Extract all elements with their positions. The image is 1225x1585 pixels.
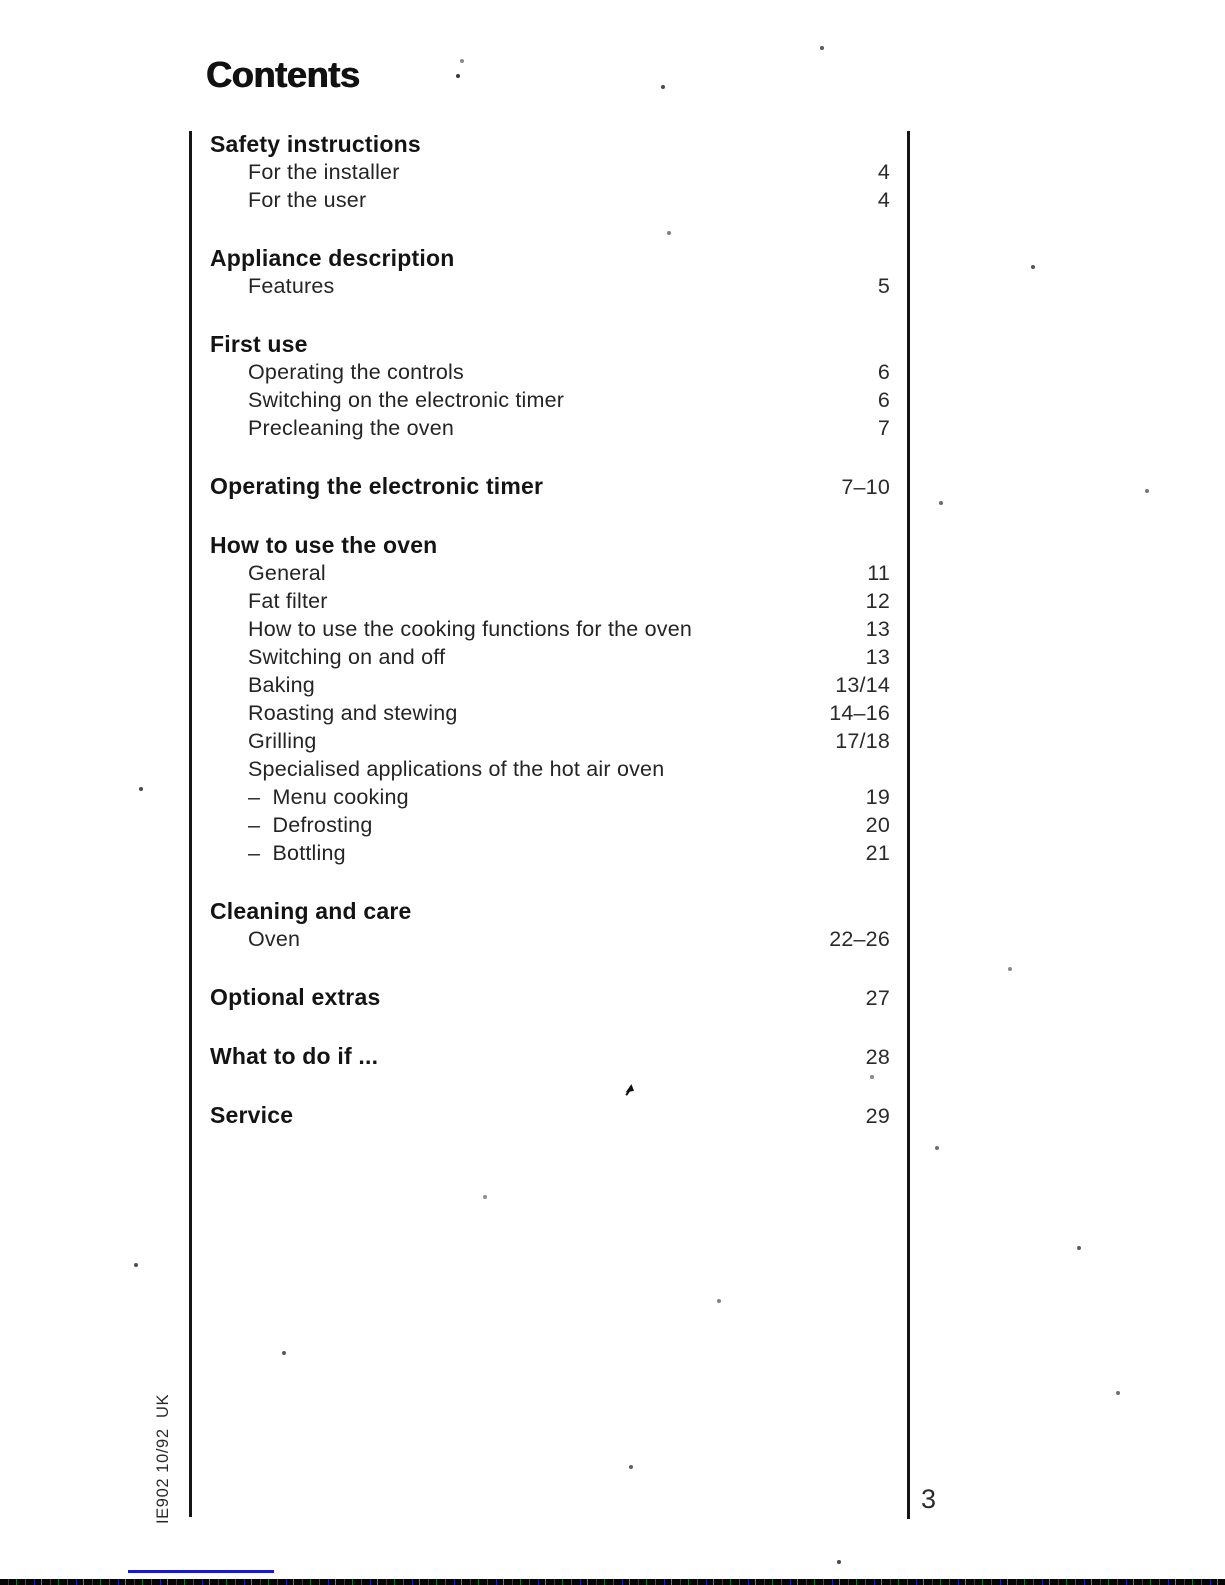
toc-item xyxy=(210,386,890,414)
toc-entry-label: Operating the controls xyxy=(248,360,464,384)
toc-section-heading xyxy=(210,897,890,925)
toc-item xyxy=(210,615,890,643)
toc-item xyxy=(210,272,890,300)
toc-entry-page: 7–10 xyxy=(841,475,890,499)
toc-entry-label: – Defrosting xyxy=(248,813,373,837)
toc-entry-page: 6 xyxy=(877,360,890,384)
toc-entry-page: 19 xyxy=(865,785,890,809)
toc-section xyxy=(210,330,890,442)
page-title: Contents xyxy=(206,54,360,95)
toc-item xyxy=(210,671,890,699)
scan-blue-line-artifact xyxy=(128,1570,274,1573)
column-rule-left xyxy=(189,131,192,1517)
toc-entry-label: What to do if ... xyxy=(210,1043,379,1069)
scan-edge-artifact xyxy=(0,1579,1225,1585)
toc-item xyxy=(210,783,890,811)
toc-entry-label: Cleaning and care xyxy=(210,898,412,924)
toc-entry-label: Switching on the electronic timer xyxy=(248,388,565,412)
toc-entry-page: 21 xyxy=(865,841,890,865)
toc-entry-label: General xyxy=(248,561,326,585)
toc-entry-page: 22–26 xyxy=(829,927,890,951)
toc-entry-label: Service xyxy=(210,1102,294,1128)
toc-entry-page: 13 xyxy=(865,617,890,641)
toc-entry-page: 5 xyxy=(877,274,890,298)
toc-section xyxy=(210,472,890,501)
toc-entry-label: For the installer xyxy=(248,160,400,184)
toc-entry-label: Appliance description xyxy=(210,245,455,271)
toc-entry-label: Switching on and off xyxy=(248,645,446,669)
toc-entry-label: First use xyxy=(210,331,308,357)
toc-section-heading xyxy=(210,1042,890,1071)
toc-item xyxy=(210,414,890,442)
toc-item xyxy=(210,755,890,783)
toc-section-heading xyxy=(210,531,890,559)
toc-item xyxy=(210,925,890,953)
toc-entry-page: 4 xyxy=(877,188,890,212)
toc-item xyxy=(210,643,890,671)
table-of-contents xyxy=(210,130,890,1130)
toc-entry-page: 13 xyxy=(865,645,890,669)
toc-entry-label: Precleaning the oven xyxy=(248,416,455,440)
print-code: IE902 10/92 UK xyxy=(154,1393,172,1524)
toc-item xyxy=(210,811,890,839)
toc-section xyxy=(210,244,890,300)
toc-entry-page: 6 xyxy=(877,388,890,412)
toc-entry-page: 12 xyxy=(865,589,890,613)
toc-section xyxy=(210,983,890,1012)
toc-section-heading xyxy=(210,1101,890,1130)
toc-section xyxy=(210,130,890,214)
toc-entry-label: – Bottling xyxy=(248,841,346,865)
scan-specks xyxy=(0,0,2,2)
toc-entry-label: For the user xyxy=(248,188,367,212)
toc-section-heading xyxy=(210,244,890,272)
toc-section xyxy=(210,1042,890,1071)
toc-entry-page: 20 xyxy=(865,813,890,837)
toc-entry-label: Specialised applications of the hot air oven xyxy=(248,757,665,781)
toc-entry-label: How to use the oven xyxy=(210,532,438,558)
toc-entry-label: Fat filter xyxy=(248,589,328,613)
toc-entry-page: 17/18 xyxy=(835,729,890,753)
toc-section xyxy=(210,897,890,953)
toc-entry-page: 7 xyxy=(877,416,890,440)
toc-section-heading xyxy=(210,472,890,501)
toc-section xyxy=(210,531,890,867)
toc-item xyxy=(210,587,890,615)
toc-section-heading xyxy=(210,330,890,358)
toc-item xyxy=(210,158,890,186)
toc-item xyxy=(210,839,890,867)
toc-entry-page: 29 xyxy=(865,1104,890,1128)
toc-entry-label: Grilling xyxy=(248,729,317,753)
toc-item xyxy=(210,727,890,755)
toc-entry-label: How to use the cooking functions for the oven xyxy=(248,617,693,641)
toc-entry-label: Roasting and stewing xyxy=(248,701,458,725)
toc-section-heading xyxy=(210,130,890,158)
toc-entry-label: Operating the electronic timer xyxy=(210,473,544,499)
toc-item xyxy=(210,699,890,727)
toc-entry-page: 13/14 xyxy=(835,673,890,697)
toc-section-heading xyxy=(210,983,890,1012)
toc-item xyxy=(210,186,890,214)
page-number: 3 xyxy=(921,1484,937,1514)
toc-entry-page: 27 xyxy=(865,986,890,1010)
toc-entry-label: Optional extras xyxy=(210,984,381,1010)
toc-entry-page: 28 xyxy=(865,1045,890,1069)
toc-item xyxy=(210,358,890,386)
toc-entry-label: Safety instructions xyxy=(210,131,421,157)
toc-entry-label: Oven xyxy=(248,927,301,951)
toc-entry-page: 4 xyxy=(877,160,890,184)
toc-entry-page: 14–16 xyxy=(829,701,890,725)
toc-item xyxy=(210,559,890,587)
toc-entry-label: Features xyxy=(248,274,335,298)
toc-section xyxy=(210,1101,890,1130)
toc-entry-label: – Menu cooking xyxy=(248,785,409,809)
toc-entry-label: Baking xyxy=(248,673,315,697)
toc-entry-page: 11 xyxy=(867,561,890,585)
column-rule-right xyxy=(907,131,910,1519)
